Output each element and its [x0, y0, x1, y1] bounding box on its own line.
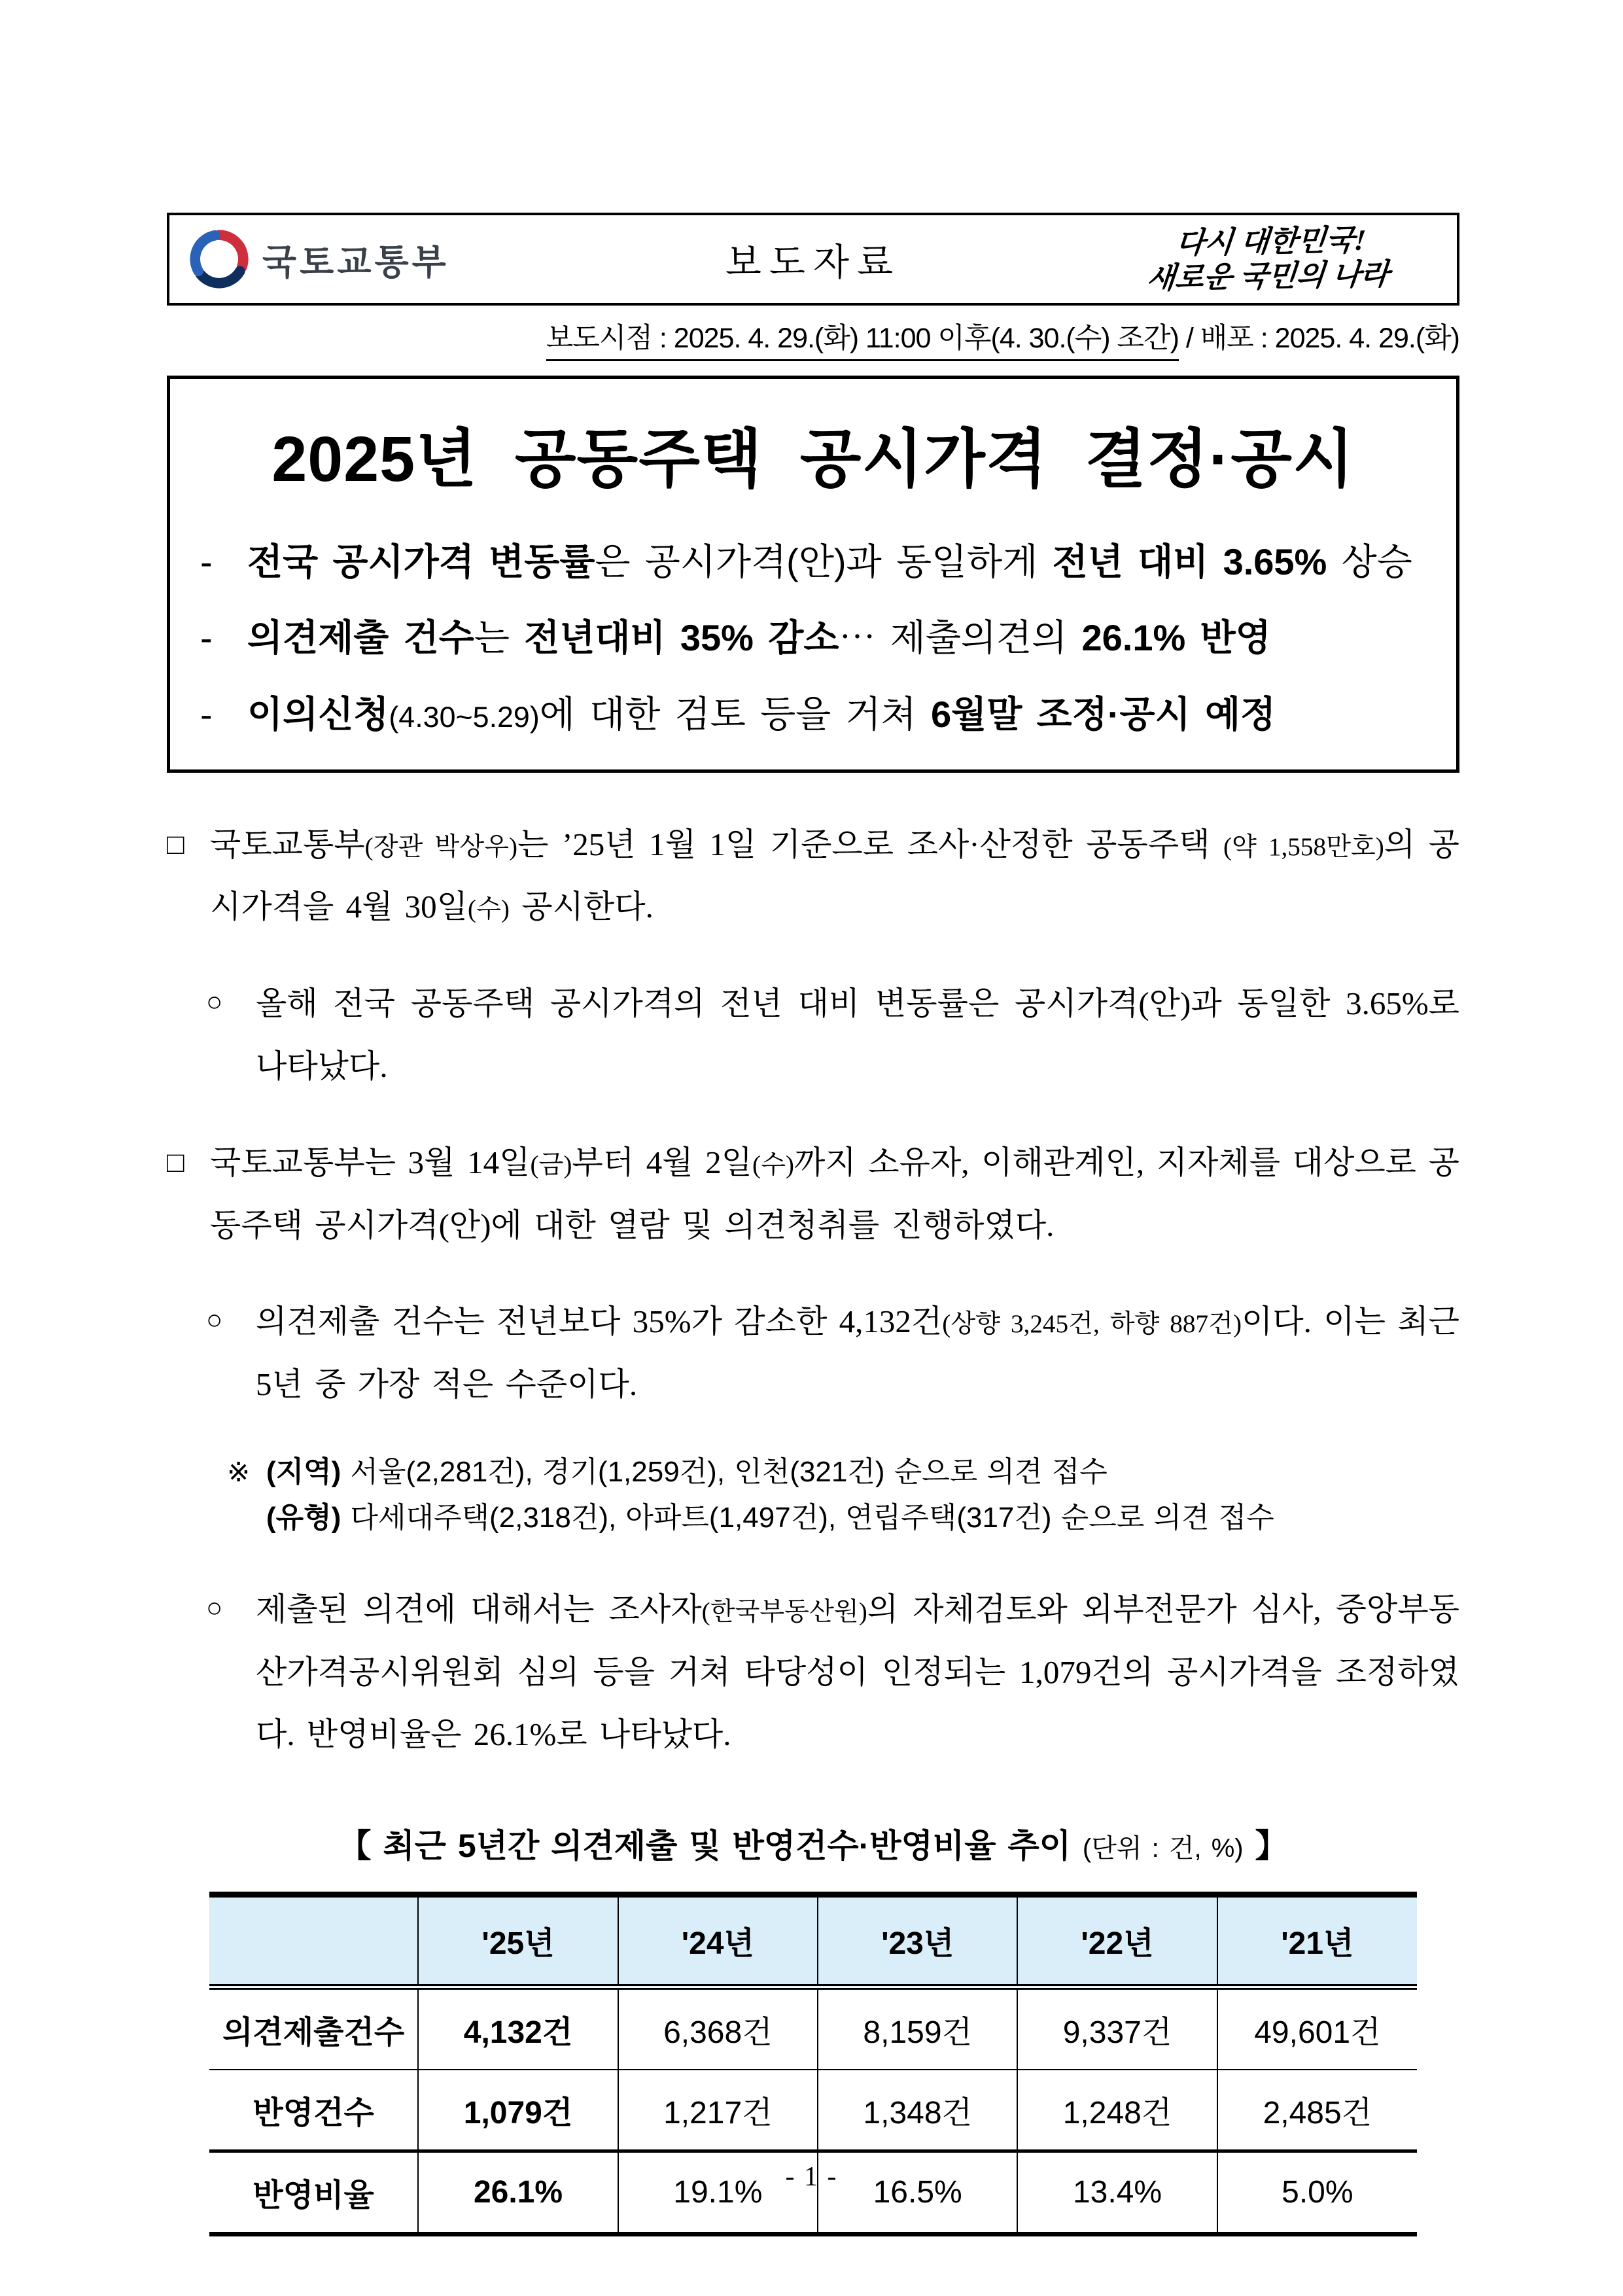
bullet-text: 이의신청(4.30~5.29)에 대한 검토 등을 거쳐 6월말 조정·공시 예정	[247, 693, 1276, 735]
circle-bullet-marker: ○	[206, 1305, 223, 1336]
year-column-header: '21년	[1217, 1894, 1417, 1987]
value-cell: 16.5%	[818, 2151, 1017, 2234]
body-section	[167, 813, 1459, 1766]
caption-unit: (단위 : 건, %)	[1082, 1833, 1244, 1863]
reference-note	[167, 1449, 1459, 1540]
value-cell: 5.0%	[1217, 2151, 1417, 2234]
circle-bullet-marker: ○	[206, 987, 223, 1018]
paragraph-text: 올해 전국 공동주택 공시가격의 전년 대비 변동률은 공시가격(안)과 동일한 3.65%로 나타났다.	[256, 985, 1459, 1084]
paragraph-text: 국토교통부는 3월 14일(금)부터 4월 2일(수)까지 소유자, 이해관계인, 지자체를 대상으로 공동주택 공시가격(안)에 대한 열람 및 의견청취를 진행하였다.	[210, 1144, 1459, 1243]
paragraph-text: 제출된 의견에 대해서는 조사자(한국부동산원)의 자체검토와 외부전문가 심사, 중앙부동산가격공시위원회 심의 등을 거쳐 타당성이 인정되는 1,079건의 공시가격을 조정하였다. 반영비율은 26.1%로 나타났다.	[256, 1591, 1460, 1753]
ministry-name: 국토교통부	[262, 242, 449, 282]
bullet-text: 전국 공시가격 변동률은 공시가격(안)과 동일하게 전년 대비 3.65% 상승	[247, 541, 1412, 582]
bullet-text: 의견제출 건수는 전년대비 35% 감소⋯ 제출의견의 26.1% 반영	[247, 617, 1271, 659]
table-row-reflected	[209, 2070, 1417, 2151]
note-line-region: (지역) 서울(2,281건), 경기(1,259건), 인천(321건) 순으로 의견 접수	[266, 1456, 1108, 1489]
taegeuk-emblem-icon	[189, 229, 249, 289]
value-cell: 8,159건	[818, 1987, 1017, 2070]
value-cell: 2,485건	[1217, 2070, 1417, 2151]
value-cell: 6,368건	[618, 1987, 818, 2070]
row-label: 의견제출건수	[209, 1987, 418, 2070]
value-cell: 13.4%	[1017, 2151, 1217, 2234]
circle-bullet-marker: ○	[206, 1593, 223, 1624]
headline-box	[167, 376, 1459, 773]
paragraph-text: 국토교통부(장관 박상우)는 ’25년 1월 1일 기준으로 조사·산정한 공동주택 (약 1,558만호)의 공시가격을 4월 30일(수) 공시한다.	[210, 826, 1459, 925]
paragraph-opinion-count	[167, 1290, 1459, 1415]
note-line-type: (유형) 다세대주택(2,318건), 아파트(1,497건), 연립주택(317건) 순으로 의견 접수	[266, 1501, 1274, 1534]
paragraph-review-period	[167, 1131, 1459, 1256]
value-cell: 1,348건	[818, 2070, 1017, 2151]
document-type-label: 보도자료	[725, 241, 901, 283]
headline-bullet	[190, 692, 1437, 737]
ministry-logo	[169, 229, 526, 289]
table-caption	[167, 1820, 1459, 1867]
value-cell: 26.1%	[418, 2151, 618, 2234]
page-title: 2025년 공동주택 공시가격 결정·공시	[271, 423, 1355, 495]
value-cell: 1,079건	[418, 2070, 618, 2151]
value-cell: 1,217건	[618, 2070, 818, 2151]
value-cell: 19.1%	[618, 2151, 818, 2234]
square-bullet-marker: □	[167, 828, 184, 860]
value-cell: 1,248건	[1017, 2070, 1217, 2151]
value-cell: 9,337건	[1017, 1987, 1217, 2070]
caption-text: 【 최근 5년간 의견제출 및 반영건수·반영비율 추이	[338, 1827, 1083, 1864]
table-header-row	[209, 1894, 1417, 1987]
header-banner	[167, 213, 1459, 306]
corner-header-cell	[209, 1894, 418, 1987]
row-label: 반영건수	[209, 2070, 418, 2151]
release-timing-line	[164, 316, 1459, 356]
square-bullet-marker: □	[167, 1146, 184, 1179]
table-row-submissions	[209, 1987, 1417, 2070]
national-slogan	[1097, 221, 1459, 297]
value-cell: 4,132건	[418, 1987, 618, 2070]
slogan-line-1: 다시 대한민국!	[1174, 223, 1367, 260]
bullet-dash: -	[200, 541, 213, 582]
value-cell: 49,601건	[1217, 1987, 1417, 2070]
caption-close: 】	[1243, 1827, 1288, 1864]
year-column-header: '22년	[1017, 1894, 1217, 1987]
timing-distribution: / 배포 : 2025. 4. 29.(화)	[1178, 323, 1459, 354]
headline-bullet-list	[190, 540, 1437, 737]
paragraph-text: 의견제출 건수는 전년보다 35%가 감소한 4,132건(상향 3,245건, 하향 887건)이다. 이는 최근 5년 중 가장 적은 수준이다.	[256, 1303, 1459, 1402]
paragraph-change-rate	[167, 972, 1459, 1097]
bullet-dash: -	[200, 617, 213, 659]
bullet-dash: -	[200, 693, 213, 735]
paragraph-announcement	[167, 813, 1459, 938]
headline-bullet	[190, 616, 1437, 660]
year-column-header: '24년	[618, 1894, 818, 1987]
timing-embargo: 보도시점 : 2025. 4. 29.(화) 11:00 이후(4. 30.(수) 조간)	[546, 323, 1179, 361]
reference-mark: ※	[227, 1457, 251, 1488]
paragraph-adjustment	[167, 1578, 1459, 1766]
year-column-header: '25년	[418, 1894, 618, 1987]
row-label: 반영비율	[253, 2178, 374, 2213]
headline-bullet	[190, 540, 1437, 584]
page-number: - 1 -	[785, 2162, 838, 2192]
year-column-header: '23년	[818, 1894, 1017, 1987]
slogan-line-2: 새로운 국민의 나라	[1145, 258, 1391, 295]
